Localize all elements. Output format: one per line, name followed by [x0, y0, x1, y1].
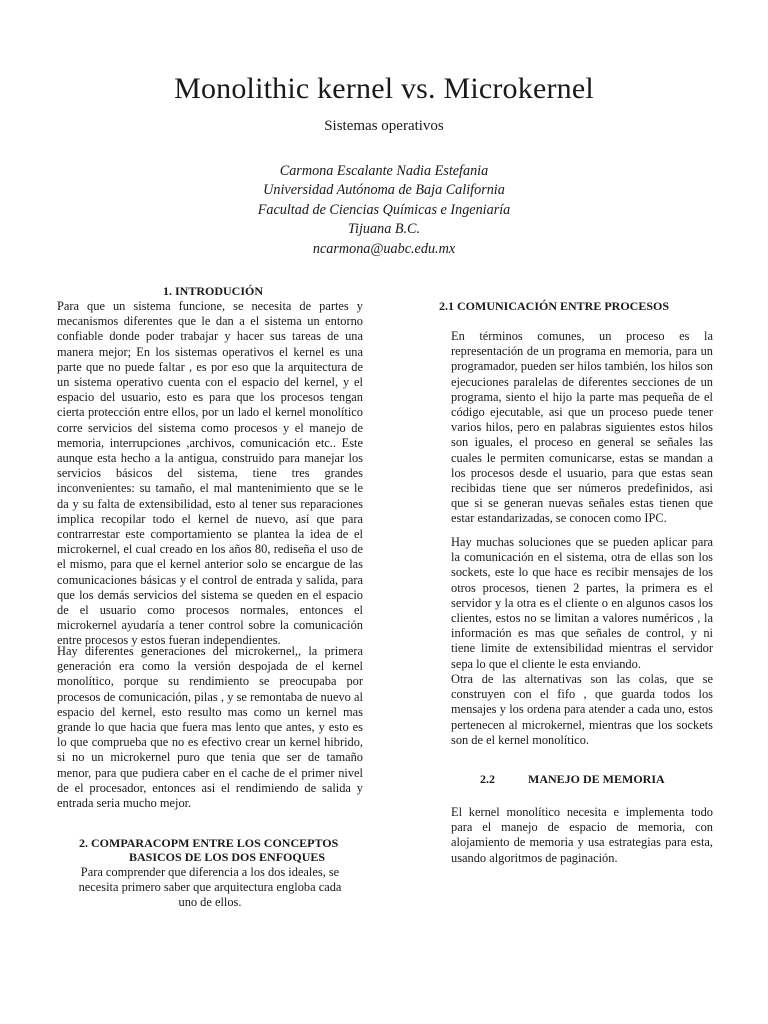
author-faculty: Facultad de Ciencias Químicas e Ingeniaría	[257, 201, 511, 218]
author-university: Universidad Autónoma de Baja California	[263, 182, 505, 199]
section-2-2-heading-number: 2.2	[480, 772, 495, 786]
author-email: ncarmona@uabc.edu.mx	[312, 240, 456, 257]
section-2-2-paragraph: El kernel monolítico necesita e implementa todo para el manejo de espacio de memoria, con alojamiento de memoria y usa estrategias para esta, usando algoritmos de paginación.	[451, 805, 713, 865]
section-2-heading-line-2: BASICOS DE LOS DOS ENFOQUES	[129, 850, 326, 864]
paper-subtitle: Sistemas operativos	[324, 118, 444, 134]
section-2-1-heading: 2.1 COMUNICACIÓN ENTRE PROCESOS	[439, 299, 670, 313]
author-name: Carmona Escalante Nadia Estefania	[279, 163, 489, 179]
section-1-heading: 1. INTRODUCIÓN	[163, 284, 264, 298]
paper-title: Monolithic kernel vs. Microkernel	[174, 72, 594, 105]
author-block	[0, 162, 768, 259]
section-1-paragraph-2: Hay diferentes generaciones del microkernel,, la primera generación era como la versión despojada de el kernel monolítico, porque su rendimiento se preocupaba por procesos de comunicación, pilas , y se remontaba de nuevo al espacio del kernel, esto resulto mas como un kernel mas grande lo que hacia que fuera mas lento que antes, y esto es lo que comprueba que no es efectivo crear un kernel hibrido, si no un microkernel puro que tenia que ser de tamaño menor, para que pudiera caber en el cache de el primer nivel de el procesador, entonces asi el rendimiendo de salida y entrada seria mucho mejor.	[57, 644, 363, 811]
section-2-1-paragraph-2: Hay muchas soluciones que se pueden aplicar para la comunicación en el sistema, otra de ellas son los sockets, este lo que hace es recibir mensajes de los otros procesos, tienen 2 partes, la primera es el servidor y la otra es el cliente o en algunos casos los clientes, estos no se limitan a valores numéricos , la información es mas que señales de control, y ni tiene limite de extensibilidad mientras el servidor sepa lo que el cliente le esta enviando.	[451, 535, 713, 671]
section-1-paragraph-1: Para que un sistema funcione, se necesita de partes y mecanismos diferentes que le dan a el sistema un entorno confiable donde poder trabajar y hacer sus tareas de una manera mejor; En los sistemas operativos el kernel es una parte que no puede faltar , es por eso que la arquitectura de un sistema operativo cuenta con el espacio del kernel, y el espacio del usuario, esto es para que los procesos tengan cierta protección entre ellos, por un lado el kernel monolítico corre servicios del sistema como procesos y el manejo de memoria, interrupciones ,archivos, comunicación etc.. Este aunque esta hecho a la antigua, construido para manejar los servicios básicos del sistema, tiene tres grandes inconvenientes: su tamaño, el mal mantenimiento que se le da y su falta de extensibilidad, esto al tener sus reparaciones implica recopilar todo el kernel de nuevo, así que para contrarrestar este comportamiento se plantea la idea de el microkernel, el cual creado en los años 80, rediseña el uso de el mismo, para que el kernel anterior solo se encargue de las comunicaciones básicas y el control de entrada y salida, para que los demás servicios del sistema se queden en el espacio de el usuario como procesos normales, entonces el microkernel ayudaría a tener control sobre la comunicación entre procesos y estos fueran independientes.	[57, 299, 363, 648]
section-2-2-heading: MANEJO DE MEMORIA	[528, 772, 665, 786]
section-2-paragraph: Para comprender que diferencia a los dos ideales, se necesita primero saber que arquitectura engloba cada uno de ellos.	[78, 865, 342, 910]
section-2-1-paragraph-3: Otra de las alternativas son las colas, que se construyen con el fifo , que guarda todos los mensajes y los ordena para atender a cada uno, estos pertenecen al microkernel, mientras que los sockets son de el kernel monolítico.	[451, 672, 713, 747]
author-city: Tijuana B.C.	[347, 221, 421, 238]
section-2-heading-line-1: 2. COMPARACOPM ENTRE LOS CONCEPTOS	[79, 836, 339, 850]
section-2-1-paragraph-1: En términos comunes, un proceso es la representación de un programa en memoria, para un programador, pueden ser hilos también, los hilos son ejecuciones paralelas de diferentes secciones de un programa, siento el hijo la parte mas pequeña de el código ejecutable, asi que un proceso puede tener varios hilos, pero en palabras siguientes estos hilos son iguales, el proceso en general se señales las cuales le permiten comunicarse, estas se mandan a los procesos desde el usuario, para que estas sean recibidas tiene que ser números predefinidos, asi que si se generan nuevas señales estas tienen que estar estandarizadas, se conocen como IPC.	[451, 329, 713, 526]
